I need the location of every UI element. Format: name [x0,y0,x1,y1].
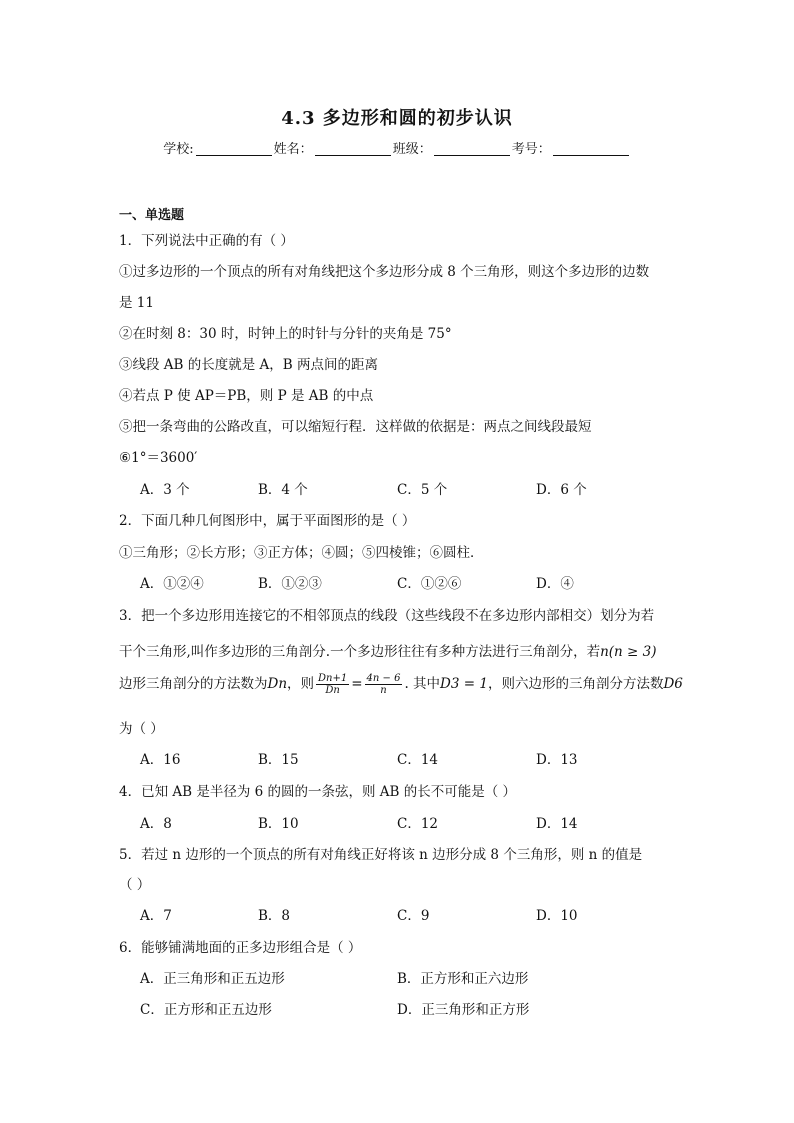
name-label: 姓名： [273,142,313,157]
school-label: 学校: [163,142,194,157]
q1-statement-5: ⑤把一条弯曲的公路改直，可以缩短行程．这样做的依据是：两点之间线段最短 [119,419,592,435]
q6-option-a[interactable]: A．正三角形和正五边形 [140,971,285,987]
q3-d6: D6 [663,676,683,692]
number-label: 考号： [511,142,551,157]
class-label: 班级： [392,142,432,157]
q6-option-b[interactable]: B．正方形和正六边形 [397,971,529,987]
q4-option-d[interactable]: D．14 [536,816,578,832]
q3-option-d[interactable]: D．13 [536,752,578,768]
q5-line-1: 5．若过 n 边形的一个顶点的所有对角线正好将该 n 边形分成 8 个三角形，则 n 的值是 [119,847,643,863]
q1-statement-6: ⑥1°＝3600′ [119,450,198,466]
q2-option-c[interactable]: C．①②⑥ [397,576,462,592]
q3-frac1-num: Dn+1 [318,673,348,684]
q4-stem: 4．已知 AB 是半径为 6 的圆的一条弦，则 AB 的长不可能是（ ） [119,784,517,800]
q1-option-a[interactable]: A．3 个 [140,482,190,498]
q3-fraction-1 [316,673,349,696]
section-heading: 一、单选题 [119,208,185,223]
q3-option-c[interactable]: C．14 [397,752,439,768]
q3-equals: = [351,676,363,692]
q3-frac2-den: n [380,685,387,696]
q4-option-c[interactable]: C．12 [397,816,439,832]
q1-option-b[interactable]: B．4 个 [258,482,308,498]
q5-option-a[interactable]: A．7 [140,908,172,924]
q4-option-a[interactable]: A．8 [140,816,172,832]
name-blank[interactable] [315,141,391,156]
q2-option-d[interactable]: D．④ [536,576,574,592]
q3-line-3-text-a: 边形三角剖分的方法数为 [119,676,268,692]
q1-statement-3: ③线段 AB 的长度就是 A，B 两点间的距离 [119,357,379,373]
q2-stem: 2．下面几种几何图形中，属于平面图形的是（ ） [119,513,416,529]
q1-statement-1a: ①过多边形的一个顶点的所有对角线把这个多边形分成 8 个三角形，则这个多边形的边数 [119,264,650,280]
q3-line-4: 为（ ） [119,721,164,737]
student-info-row [0,138,794,157]
q3-d3: D3 = 1 [440,676,488,692]
q3-n-condition: n(n ≥ 3) [600,644,657,660]
q3-line-3-text-d: ，则六边形的三角剖分方法数 [487,676,664,692]
q3-option-b[interactable]: B．15 [258,752,299,768]
q3-line-2 [119,640,657,660]
q6-option-d[interactable]: D．正三角形和正方形 [397,1002,530,1018]
q5-line-2: （ ） [119,877,151,893]
q3-line-3 [119,672,683,696]
q3-fraction-2 [365,673,403,696]
q2-list: ①三角形；②长方形；③正方体；④圆；⑤四棱锥；⑥圆柱． [119,545,484,561]
q3-line-3-text-b: ，则 [287,676,315,692]
q3-frac1-den: Dn [325,685,340,696]
q3-dn: Dn [267,676,288,692]
school-blank[interactable] [196,141,272,156]
q3-frac2-num: 4n − 6 [366,673,401,684]
q5-option-b[interactable]: B．8 [258,908,291,924]
q6-stem: 6．能够铺满地面的正多边形组合是（ ） [119,940,362,956]
q3-line-1: 3．把一个多边形用连接它的不相邻顶点的线段（这些线段不在多边形内部相交）划分为若 [119,608,655,624]
class-blank[interactable] [434,141,510,156]
q6-option-c[interactable]: C．正方形和正五边形 [140,1002,272,1018]
q2-option-b[interactable]: B．①②③ [258,576,322,592]
q3-line-2-text: 干个三角形,叫作多边形的三角剖分.一个多边形往往有多种方法进行三角剖分，若 [119,644,601,660]
page-title: 4.3 多边形和圆的初步认识 [281,108,513,129]
q2-option-a[interactable]: A．①②④ [140,576,204,592]
q1-option-c[interactable]: C．5 个 [397,482,448,498]
q5-option-d[interactable]: D．10 [536,908,578,924]
q1-statement-2: ②在时刻 8：30 时，时钟上的时针与分针的夹角是 75° [119,326,452,342]
q1-stem: 1．下列说法中正确的有（ ） [119,233,294,249]
q1-option-d[interactable]: D．6 个 [536,482,587,498]
number-blank[interactable] [553,141,629,156]
q3-option-a[interactable]: A．16 [140,752,181,768]
q1-statement-4: ④若点 P 使 AP＝PB，则 P 是 AB 的中点 [119,388,374,404]
q3-line-3-text-c: . 其中 [404,676,441,692]
q4-option-b[interactable]: B．10 [258,816,299,832]
q5-option-c[interactable]: C．9 [397,908,430,924]
q1-statement-1b: 是 11 [119,295,154,311]
